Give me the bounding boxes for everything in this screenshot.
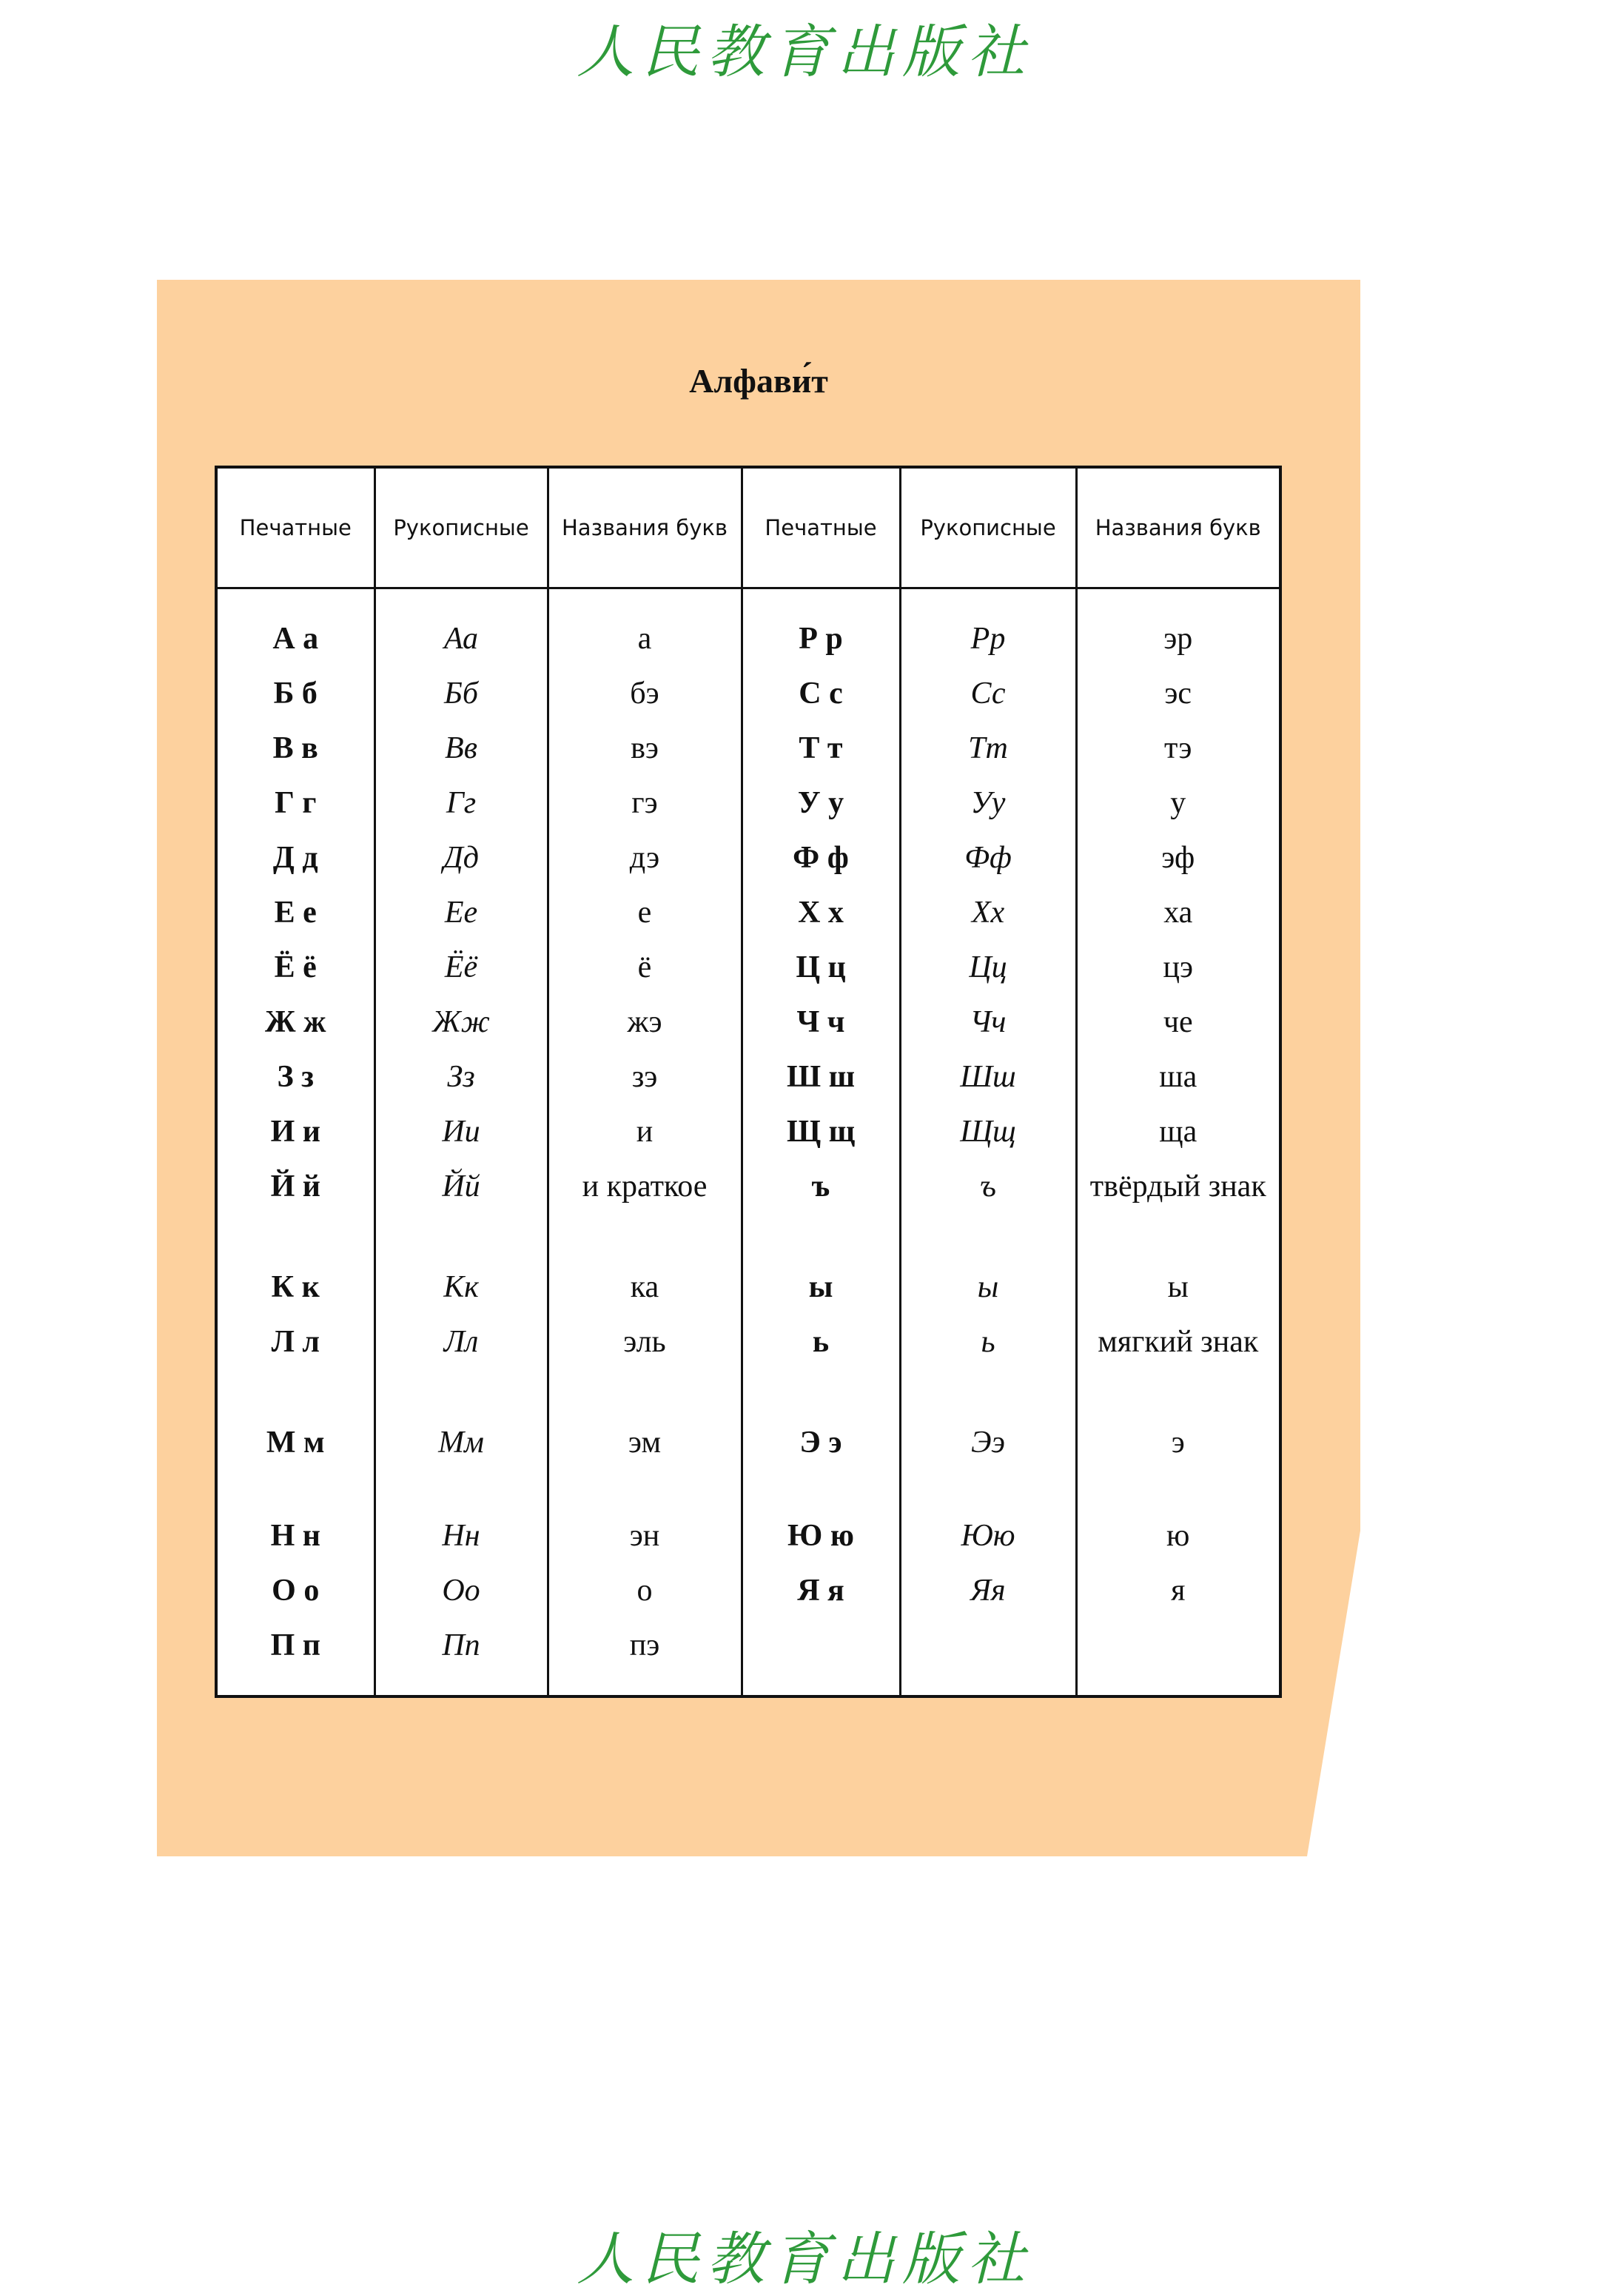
letter-name: и — [548, 1104, 742, 1159]
publisher-logo-bottom — [0, 2213, 1609, 2296]
handwritten-letter: Цц — [900, 940, 1076, 995]
publisher-logo-text: 人民教育出版社 — [576, 19, 1032, 86]
letter-name: бэ — [548, 666, 742, 721]
printed-letter: И и — [216, 1104, 374, 1159]
handwritten-letter: Нн — [374, 1508, 548, 1563]
printed-letter: П п — [216, 1618, 374, 1696]
letter-name: ю — [1076, 1508, 1280, 1563]
printed-letter: С с — [742, 666, 900, 721]
letter-name: эн — [548, 1508, 742, 1563]
printed-letter: ъ — [742, 1159, 900, 1260]
table-row — [216, 1104, 1280, 1159]
handwritten-letter: Мм — [374, 1415, 548, 1508]
letter-name: ё — [548, 940, 742, 995]
handwritten-letter: Яя — [900, 1563, 1076, 1618]
printed-letter: Ю ю — [742, 1508, 900, 1563]
table-row — [216, 885, 1280, 940]
handwritten-letter: Шш — [900, 1050, 1076, 1104]
letter-name: пэ — [548, 1618, 742, 1696]
letter-name: а — [548, 588, 742, 667]
printed-letter: Э э — [742, 1415, 900, 1508]
letter-name: эм — [548, 1415, 742, 1508]
handwritten-letter: Рр — [900, 588, 1076, 667]
table-row — [216, 940, 1280, 995]
printed-letter: Б б — [216, 666, 374, 721]
table-row — [216, 1508, 1280, 1563]
header-handwritten-2: Рукописные — [900, 467, 1076, 588]
printed-letter: Й й — [216, 1159, 374, 1260]
letter-name: ы — [1076, 1260, 1280, 1315]
printed-letter: Я я — [742, 1563, 900, 1618]
letter-name: зэ — [548, 1050, 742, 1104]
handwritten-letter: Вв — [374, 721, 548, 776]
handwritten-letter: Ее — [374, 885, 548, 940]
letter-name: твёрдый знак — [1076, 1159, 1280, 1260]
handwritten-letter: ъ — [900, 1159, 1076, 1260]
alphabet-table — [215, 466, 1282, 1698]
letter-name: ка — [548, 1260, 742, 1315]
printed-letter: З з — [216, 1050, 374, 1104]
letter-name — [1076, 1618, 1280, 1696]
table-row — [216, 1315, 1280, 1415]
letter-name: я — [1076, 1563, 1280, 1618]
handwritten-letter: Бб — [374, 666, 548, 721]
table-row — [216, 830, 1280, 885]
letter-name: вэ — [548, 721, 742, 776]
printed-letter: Н н — [216, 1508, 374, 1563]
handwritten-letter: Гг — [374, 776, 548, 830]
letter-name: дэ — [548, 830, 742, 885]
header-letter-names-2: Названия букв — [1076, 467, 1280, 588]
printed-letter: Х х — [742, 885, 900, 940]
printed-letter: А а — [216, 588, 374, 667]
handwritten-letter — [900, 1618, 1076, 1696]
handwritten-letter: ь — [900, 1315, 1076, 1415]
handwritten-letter: Аа — [374, 588, 548, 667]
printed-letter: У у — [742, 776, 900, 830]
printed-letter: Ё ё — [216, 940, 374, 995]
table-row — [216, 721, 1280, 776]
table-row — [216, 1050, 1280, 1104]
printed-letter: Т т — [742, 721, 900, 776]
letter-name: ша — [1076, 1050, 1280, 1104]
letter-name: че — [1076, 995, 1280, 1050]
table-row — [216, 1618, 1280, 1696]
letter-name: ща — [1076, 1104, 1280, 1159]
handwritten-letter: Лл — [374, 1315, 548, 1415]
table-row — [216, 588, 1280, 667]
publisher-logo-top — [0, 6, 1609, 89]
printed-letter: К к — [216, 1260, 374, 1315]
printed-letter: Д д — [216, 830, 374, 885]
letter-name: у — [1076, 776, 1280, 830]
table-row — [216, 776, 1280, 830]
table-row — [216, 1563, 1280, 1618]
header-letter-names-1: Названия букв — [548, 467, 742, 588]
handwritten-letter: Кк — [374, 1260, 548, 1315]
handwritten-letter: Ии — [374, 1104, 548, 1159]
page-title: Алфави́т — [689, 362, 828, 400]
printed-letter: Е е — [216, 885, 374, 940]
letter-name: о — [548, 1563, 742, 1618]
publisher-logo-text: 人民教育出版社 — [576, 2226, 1032, 2293]
letter-name: тэ — [1076, 721, 1280, 776]
handwritten-letter: Ээ — [900, 1415, 1076, 1508]
table-row — [216, 1159, 1280, 1260]
handwritten-letter: Тт — [900, 721, 1076, 776]
handwritten-letter: Ёё — [374, 940, 548, 995]
header-printed-2: Печатные — [742, 467, 900, 588]
printed-letter: Ж ж — [216, 995, 374, 1050]
handwritten-letter: Дд — [374, 830, 548, 885]
alphabet-table-body — [216, 588, 1280, 1697]
handwritten-letter: Сс — [900, 666, 1076, 721]
handwritten-letter: Йй — [374, 1159, 548, 1260]
handwritten-letter: ы — [900, 1260, 1076, 1315]
letter-name: и краткое — [548, 1159, 742, 1260]
printed-letter: Г г — [216, 776, 374, 830]
handwritten-letter: Чч — [900, 995, 1076, 1050]
printed-letter: Р р — [742, 588, 900, 667]
printed-letter: М м — [216, 1415, 374, 1508]
handwritten-letter: Пп — [374, 1618, 548, 1696]
handwritten-letter: Фф — [900, 830, 1076, 885]
letter-name: э — [1076, 1415, 1280, 1508]
header-printed-1: Печатные — [216, 467, 374, 588]
letter-name: ха — [1076, 885, 1280, 940]
table-row — [216, 666, 1280, 721]
handwritten-letter: Уу — [900, 776, 1076, 830]
letter-name: е — [548, 885, 742, 940]
table-row — [216, 1260, 1280, 1315]
table-header-row — [216, 467, 1280, 588]
letter-name: мягкий знак — [1076, 1315, 1280, 1415]
handwritten-letter: Хх — [900, 885, 1076, 940]
handwritten-letter: Оо — [374, 1563, 548, 1618]
handwritten-letter: Зз — [374, 1050, 548, 1104]
printed-letter — [742, 1618, 900, 1696]
printed-letter: Ц ц — [742, 940, 900, 995]
printed-letter: Ф ф — [742, 830, 900, 885]
letter-name: гэ — [548, 776, 742, 830]
printed-letter: ь — [742, 1315, 900, 1415]
table-row — [216, 1415, 1280, 1508]
printed-letter: Ш ш — [742, 1050, 900, 1104]
letter-name: эф — [1076, 830, 1280, 885]
letter-name: эс — [1076, 666, 1280, 721]
table-row — [216, 995, 1280, 1050]
header-handwritten-1: Рукописные — [374, 467, 548, 588]
printed-letter: О о — [216, 1563, 374, 1618]
printed-letter: Щ щ — [742, 1104, 900, 1159]
printed-letter: Л л — [216, 1315, 374, 1415]
letter-name: цэ — [1076, 940, 1280, 995]
letter-name: эль — [548, 1315, 742, 1415]
handwritten-letter: Щщ — [900, 1104, 1076, 1159]
handwritten-letter: Жж — [374, 995, 548, 1050]
letter-name: эр — [1076, 588, 1280, 667]
handwritten-letter: Юю — [900, 1508, 1076, 1563]
printed-letter: ы — [742, 1260, 900, 1315]
letter-name: жэ — [548, 995, 742, 1050]
printed-letter: В в — [216, 721, 374, 776]
printed-letter: Ч ч — [742, 995, 900, 1050]
